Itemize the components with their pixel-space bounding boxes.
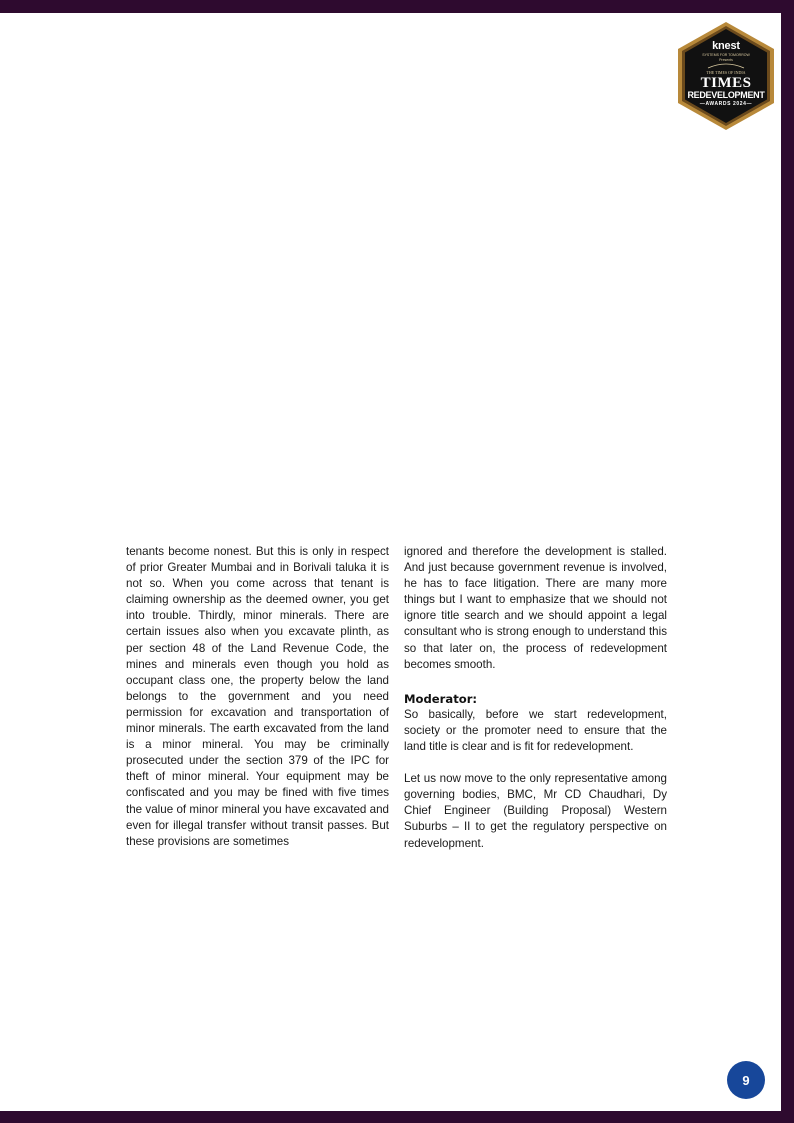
left-column-paragraph: tenants become nonest. But this is only in respect of prior Greater Mumbai and in Borivali taluka it is not so. When you come across that tenant is claiming ownership as the deemed owner, you get into trouble. Thirdly, minor minerals. There are certain issues also when you excavate plinth, as per section 48 of the Land Revenue Code, the mines and minerals even though you hold as occupant class one, the property below the land belongs to the government and you need permission for excavation and transportation of minor minerals. The earth excavated from the land is a minor mineral. You may be criminally prosecuted under the section 379 of the IPC for theft of minor mineral. Your equipment may be confiscated and you may be fined with five times the value of minor mineral you have excavated and even for illegal transfer without transit passes. But these provisions are sometimes [126,545,389,848]
article-right-column [404,544,667,852]
page-frame-top [0,0,794,13]
moderator-paragraph-1: So basically, before we start redevelopment, society or the promoter need to ensure that the land title is clear and is fit for redevelopment. [404,707,667,754]
article-left-column [126,544,389,850]
moderator-label: Moderator: [404,691,478,706]
moderator-paragraph-2: Let us now move to the only representative among governing bodies, BMC, Mr CD Chaudhari, Dy Chief Engineer (Building Proposal) Western Suburbs – II to get the regulatory perspective on redevelopment. [404,772,667,850]
badge-brand: knest [712,40,740,52]
times-redevelopment-awards-badge [678,22,774,130]
badge-publisher: THE TIMES OF INDIA [706,70,746,75]
badge-tagline: SYSTEMS FOR TOMORROW [702,53,750,57]
page-frame-right [781,0,794,1123]
badge-title: TIMES [700,75,752,91]
page-number-badge: 9 [727,1061,765,1099]
badge-presents: Presents [719,58,733,62]
badge-subtitle: REDEVELOPMENT [687,90,765,100]
badge-awards: —AWARDS 2024— [699,101,753,107]
right-column-intro-paragraph: ignored and therefore the development is stalled. And just because government revenue is involved, he has to face litigation. There are many more things but I want to emphasize that we should not ignore title search and we should appoint a legal consultant who is strong enough to understand this so that later on, the process of redevelopment becomes smooth. [404,545,667,671]
page-frame-bottom [0,1111,794,1123]
